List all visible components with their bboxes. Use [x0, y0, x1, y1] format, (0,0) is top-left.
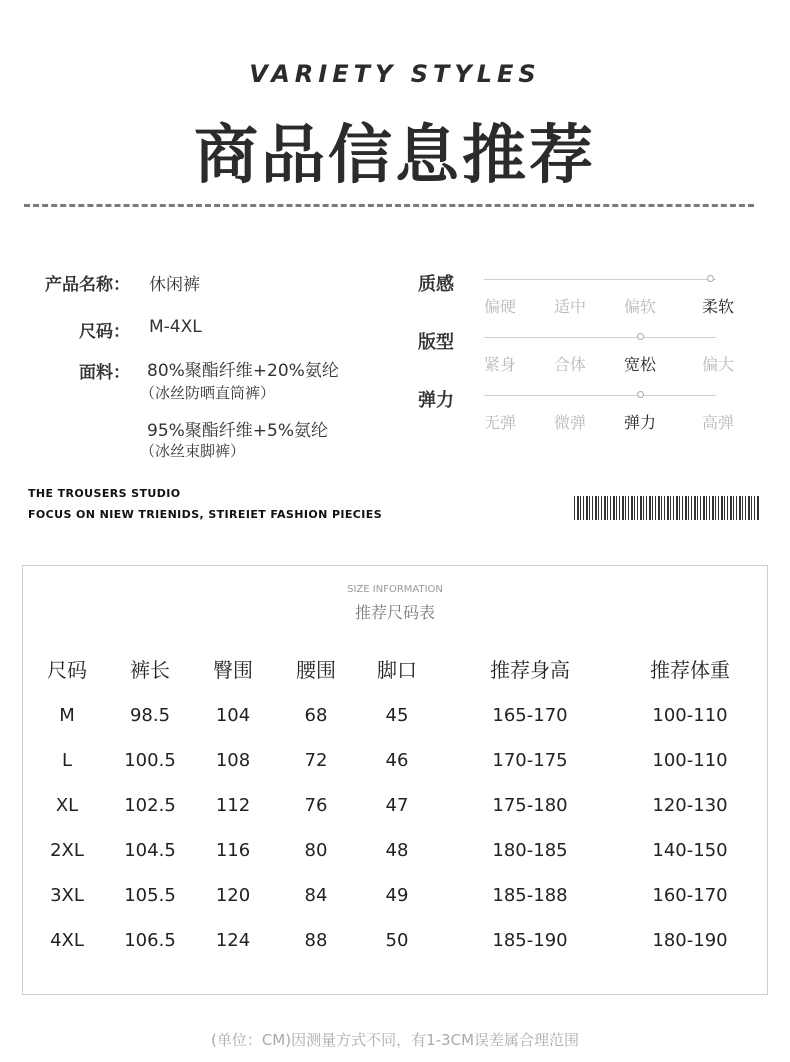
size-table-cell: 102.5 — [124, 795, 176, 816]
size-table-cell: 100.5 — [124, 750, 176, 771]
size-table-cell: M — [59, 705, 75, 726]
size-table-cell: 124 — [215, 930, 251, 951]
size-table-cell: 120 — [215, 885, 251, 906]
size-table-cell: 72 — [304, 750, 328, 771]
rating-marker — [707, 275, 714, 282]
size-table-header: 脚口 — [377, 658, 417, 682]
size-table-header: 推荐体重 — [650, 658, 730, 682]
rating-option: 紧身 — [483, 355, 516, 374]
size-table-cell: 185-188 — [492, 885, 568, 906]
size-table-cell: 105.5 — [124, 885, 176, 906]
size-table-cell: 47 — [385, 795, 409, 816]
size-table-cell: 50 — [385, 930, 409, 951]
size-table-cell: 140-150 — [652, 840, 728, 861]
size-table-cell: 180-190 — [652, 930, 728, 951]
rating-title: 版型 — [418, 332, 454, 353]
rating-title: 质感 — [418, 274, 454, 295]
size-table-cell: 104.5 — [124, 840, 176, 861]
size-value: M-4XL — [149, 317, 202, 337]
rating-track — [484, 337, 716, 338]
size-table-cell: 170-175 — [492, 750, 568, 771]
rating-option: 柔软 — [701, 297, 734, 316]
size-table-cell: 165-170 — [492, 705, 568, 726]
header-en-title: VARIETY STYLES — [249, 60, 541, 88]
size-table-cell: 3XL — [50, 885, 84, 906]
footer-note: (单位：CM)因测量方式不同，有1-3CM误差属合理范围 — [210, 1031, 580, 1049]
barcode-graphic — [574, 496, 760, 520]
size-label: 尺码： — [79, 322, 130, 342]
size-table-cell: 4XL — [50, 930, 84, 951]
size-table-header: 腰围 — [296, 658, 336, 682]
fabric-note-2: （冰丝束脚裤） — [140, 442, 246, 460]
rating-option: 偏硬 — [483, 297, 516, 316]
studio-line-2: FOCUS ON NIEW TRIENIDS, STIREIET FASHION PIECIES — [28, 508, 383, 521]
size-table-cell: 112 — [215, 795, 251, 816]
size-table-cell: L — [61, 750, 73, 771]
fabric-label: 面料： — [79, 363, 130, 383]
size-table-cell: XL — [55, 795, 79, 816]
size-table-cell: 48 — [385, 840, 409, 861]
fabric-note-1: （冰丝防晒直筒裤） — [140, 384, 276, 402]
rating-option: 弹力 — [623, 413, 656, 432]
rating-marker — [637, 333, 644, 340]
size-table-header: 裤长 — [130, 658, 170, 682]
size-table-cell: 49 — [385, 885, 409, 906]
size-table-cell: 185-190 — [492, 930, 568, 951]
rating-option: 偏大 — [701, 355, 734, 374]
fabric-composition-2: 95%聚酯纤维+5%氨纶 — [147, 421, 328, 441]
size-table-cell: 88 — [304, 930, 328, 951]
size-table-cell: 120-130 — [652, 795, 728, 816]
studio-line-1: THE TROUSERS STUDIO — [28, 487, 181, 500]
dashed-divider — [24, 204, 754, 207]
header-cn-title: 商品信息推荐 — [194, 119, 596, 193]
size-table-cell: 100-110 — [652, 705, 728, 726]
size-table-cell: 84 — [304, 885, 328, 906]
product-name-label: 产品名称： — [45, 275, 130, 295]
rating-option: 高弹 — [701, 413, 734, 432]
size-table-cell: 180-185 — [492, 840, 568, 861]
rating-track — [484, 395, 716, 396]
rating-option: 无弹 — [483, 413, 516, 432]
size-table-cell: 104 — [215, 705, 251, 726]
size-table-header: 臀围 — [213, 658, 253, 682]
rating-title: 弹力 — [418, 390, 454, 411]
size-table-cell: 2XL — [50, 840, 84, 861]
size-table-cell: 98.5 — [129, 705, 171, 726]
size-table-cell: 106.5 — [124, 930, 176, 951]
size-table-cell: 116 — [215, 840, 251, 861]
size-table-cell: 68 — [304, 705, 328, 726]
rating-option: 合体 — [553, 355, 586, 374]
rating-track — [484, 279, 716, 280]
rating-marker — [637, 391, 644, 398]
size-table-cell: 100-110 — [652, 750, 728, 771]
size-table-en-title: SIZE INFORMATION — [347, 584, 443, 595]
size-table-cell: 80 — [304, 840, 328, 861]
fabric-composition-1: 80%聚酯纤维+20%氨纶 — [147, 361, 339, 381]
rating-option: 微弹 — [553, 413, 586, 432]
size-table-cell: 45 — [385, 705, 409, 726]
size-table-cell: 46 — [385, 750, 409, 771]
size-table-cell: 160-170 — [652, 885, 728, 906]
size-table-cn-title: 推荐尺码表 — [354, 603, 435, 622]
product-name-value: 休闲裤 — [149, 275, 200, 295]
size-table-cell: 175-180 — [492, 795, 568, 816]
size-table-header: 推荐身高 — [490, 658, 570, 682]
size-table-cell: 108 — [215, 750, 251, 771]
size-table-cell: 76 — [304, 795, 328, 816]
rating-option: 偏软 — [623, 297, 656, 316]
rating-option: 宽松 — [623, 355, 656, 374]
size-table-header: 尺码 — [47, 658, 87, 682]
rating-option: 适中 — [553, 297, 586, 316]
